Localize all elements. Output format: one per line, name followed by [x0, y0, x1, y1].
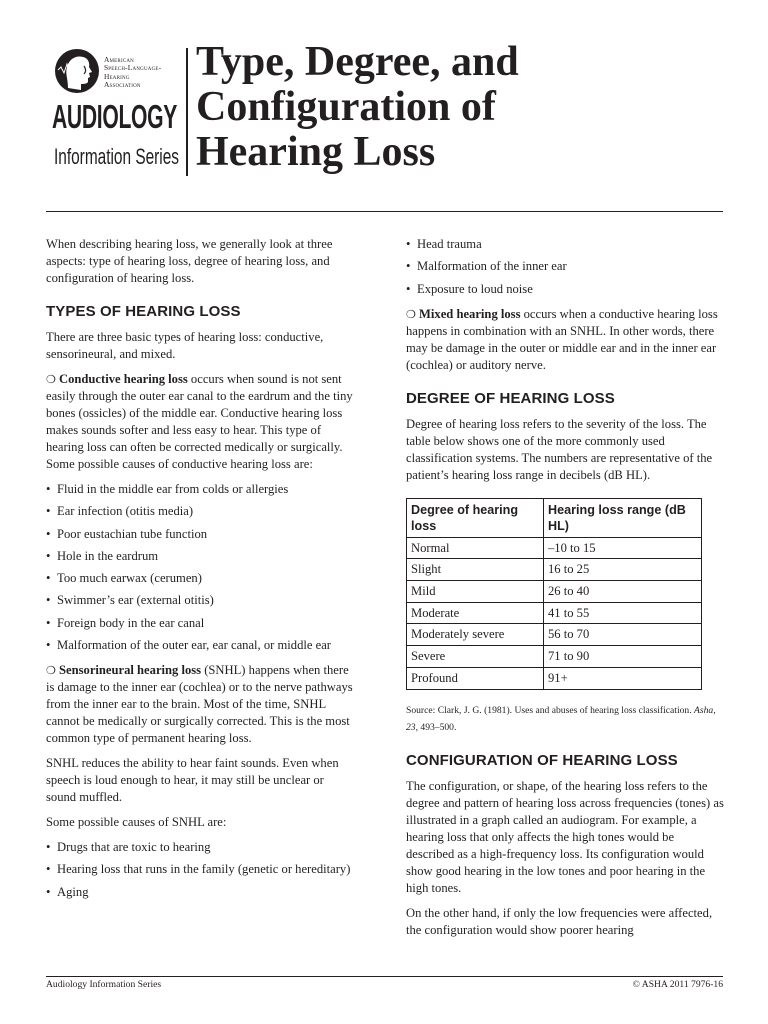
list-item: • Hole in the eardrum	[46, 548, 356, 565]
list-item: • Too much earwax (cerumen)	[46, 570, 356, 587]
configuration-paragraph-1: The configuration, or shape, of the hearing loss refers to the degree and pattern of hearing loss across frequencies (tones) as illustrated in a graph called an audiogram. For example, a hearing loss that only affects the high tones would be described as a high-frequency loss. Its configuration would show good hearing in the low tones and poor hearing in the high tones.	[406, 778, 724, 895]
list-item: • Fluid in the middle ear from colds or allergies	[46, 481, 356, 498]
table-row	[407, 602, 702, 624]
conductive-paragraph: ❍ Conductive hearing loss occurs when sound is not sent easily through the outer ear canal to the eardrum and the tiny bones (ossicles) of the middle ear. Conductive hearing loss makes sounds softer and less easy to hear. This type of hearing loss can often be corrected medically or surgically. Some possible causes of conductive hearing loss are:	[46, 372, 353, 471]
header-divider	[186, 48, 188, 176]
table-cell: –10 to 15	[544, 537, 702, 559]
list-item: • Malformation of the inner ear	[406, 258, 724, 275]
list-item: • Poor eustachian tube function	[46, 526, 356, 543]
table-row	[407, 646, 702, 668]
configuration-paragraph-2: On the other hand, if only the low frequencies were affected, the configuration would show poorer hearing	[406, 905, 713, 937]
list-item: • Head trauma	[406, 236, 724, 253]
footer-rule	[46, 976, 723, 977]
mixed-paragraph: ❍ Mixed hearing loss occurs when a conductive hearing loss happens in combination with an SNHL. In other words, there may be damage in the outer or middle ear and in the inner ear (cochlea) or auditory nerve.	[406, 306, 718, 372]
page-title: Type, Degree, and Configuration of Hearing Loss	[196, 39, 519, 175]
footer-series-name: Audiology Information Series	[46, 979, 162, 990]
list-item: • Malformation of the outer ear, ear canal, or middle ear	[46, 637, 356, 654]
table-cell: Slight	[407, 559, 544, 581]
list-item: • Foreign body in the ear canal	[46, 615, 356, 632]
table-row	[407, 559, 702, 581]
table-source-note: Source: Clark, J. G. (1981). Uses and abuses of hearing loss classification. Asha, 23, 493–500.	[406, 704, 716, 733]
header-rule	[46, 211, 723, 212]
list-item: • Ear infection (otitis media)	[46, 503, 356, 520]
table-row	[407, 581, 702, 603]
list-item: • Hearing loss that runs in the family (genetic or hereditary)	[46, 861, 356, 878]
series-subtitle: Information Series	[54, 144, 179, 169]
intro-paragraph: When describing hearing loss, we generally look at three aspects: type of hearing loss, degree of hearing loss, and configuration of hearing loss.	[46, 237, 333, 285]
configuration-heading: CONFIGURATION OF HEARING LOSS	[406, 751, 678, 769]
list-item: • Drugs that are toxic to hearing	[46, 839, 356, 856]
table-cell: Profound	[407, 667, 544, 689]
right-column	[406, 236, 724, 947]
types-intro: There are three basic types of hearing loss: conductive, sensorineural, and mixed.	[46, 330, 324, 361]
snhl-causes-intro: Some possible causes of SNHL are:	[46, 815, 227, 830]
table-header-cell: Degree of hearing loss	[407, 498, 544, 537]
types-heading: TYPES OF HEARING LOSS	[46, 303, 241, 320]
table-cell: Normal	[407, 537, 544, 559]
table-cell: Mild	[407, 581, 544, 603]
organization-name: American Speech-Language- Hearing Association	[104, 55, 162, 90]
conductive-causes-list	[46, 481, 356, 654]
snhl-paragraph-2: SNHL reduces the ability to hear faint sounds. Even when speech is loud enough to hear, it may still be unclear or sound muffled.	[46, 756, 339, 805]
circle-bullet-icon: ❍	[406, 307, 416, 321]
document-header	[46, 40, 726, 190]
asha-logo	[54, 48, 184, 94]
table-cell: 91+	[544, 667, 702, 689]
asha-head-logo-icon	[54, 48, 100, 94]
footer-copyright: © ASHA 2011 7976-16	[632, 979, 723, 990]
table-cell: 26 to 40	[544, 581, 702, 603]
snhl-causes-list	[46, 839, 356, 901]
table-cell: 16 to 25	[544, 559, 702, 581]
table-row	[407, 667, 702, 689]
table-cell: Severe	[407, 646, 544, 668]
degree-paragraph: Degree of hearing loss refers to the severity of the loss. The table below shows one of the more commonly used classification systems. The numbers are representative of the patient’s hearing loss range in decibels (dB HL).	[406, 416, 713, 482]
series-wordmark: AUDIOLOGY	[52, 98, 178, 135]
table-row	[407, 624, 702, 646]
table-row	[407, 537, 702, 559]
list-item: • Aging	[46, 884, 356, 901]
table-cell: Moderately severe	[407, 624, 544, 646]
table-header-row	[407, 498, 702, 537]
snhl-paragraph: ❍ Sensorineural hearing loss (SNHL) happens when there is damage to the inner ear (cochlea) or to the nerve pathways from the inner ear to the brain. Most of the time, SNHL cannot be medically or surgically corrected. This is the most common type of permanent hearing loss.	[46, 663, 353, 746]
list-item: • Swimmer’s ear (external otitis)	[46, 592, 356, 609]
table-cell: 71 to 90	[544, 646, 702, 668]
table-header-cell: Hearing loss range (dB HL)	[544, 498, 702, 537]
circle-bullet-icon: ❍	[46, 664, 56, 678]
snhl-causes-list-continued	[406, 236, 724, 298]
left-column	[46, 236, 356, 909]
table-cell: Moderate	[407, 602, 544, 624]
table-cell: 41 to 55	[544, 602, 702, 624]
degree-table	[406, 498, 702, 690]
circle-bullet-icon: ❍	[46, 373, 56, 386]
degree-heading: DEGREE OF HEARING LOSS	[406, 389, 615, 407]
table-cell: 56 to 70	[544, 624, 702, 646]
list-item: • Exposure to loud noise	[406, 281, 724, 298]
